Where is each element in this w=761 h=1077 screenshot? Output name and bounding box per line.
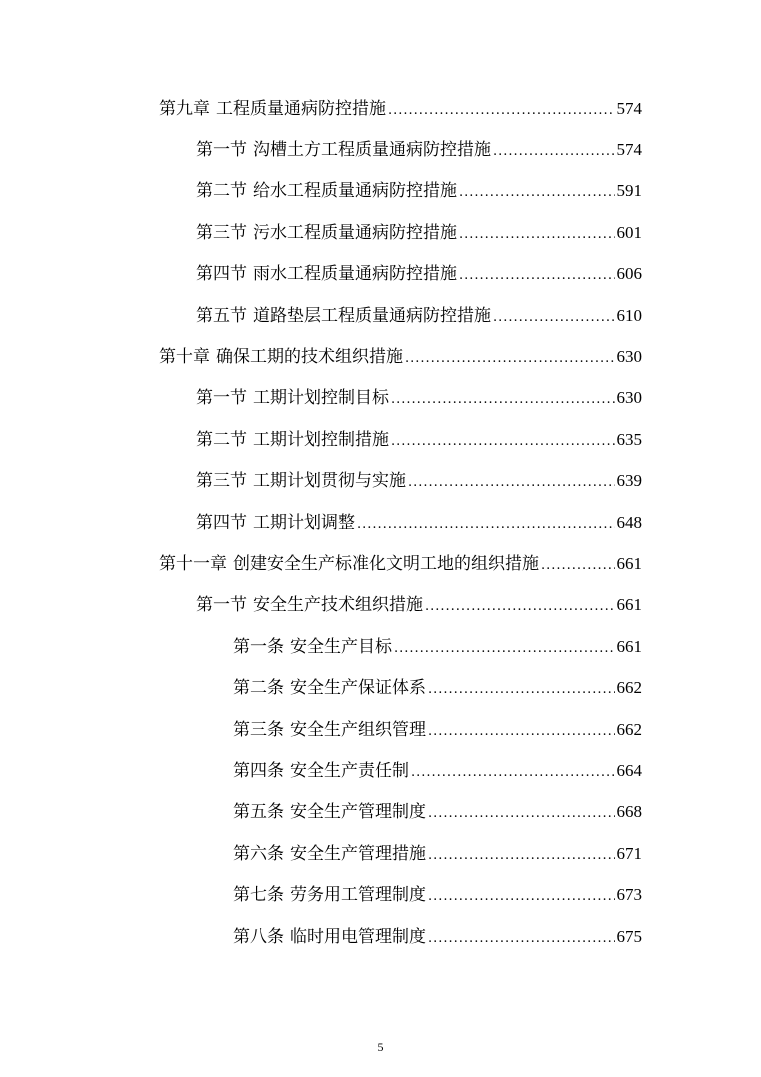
toc-entry-page: 601 [616, 222, 642, 242]
toc-entry [233, 678, 761, 700]
toc-entry-number: 第七条 [233, 885, 284, 906]
toc-entry [196, 595, 761, 617]
toc-entry [196, 513, 761, 535]
toc-entry-title: 工期计划控制措施 [253, 429, 389, 450]
toc-entry-title: 劳务用工管理制度 [290, 885, 426, 906]
toc-leader-dots [428, 929, 615, 949]
toc-entry-title: 安全生产技术组织措施 [253, 595, 423, 616]
toc-entry-number: 第一节 [196, 140, 247, 161]
toc-row[interactable] [0, 627, 761, 668]
toc-entry-title: 工程质量通病防控措施 [216, 98, 386, 119]
toc-entry-number: 第四节 [196, 264, 247, 285]
toc-entry-page: 671 [616, 843, 642, 863]
toc-entry-number: 第四条 [233, 760, 284, 781]
toc-entry-page: 630 [616, 388, 642, 408]
toc-row[interactable] [0, 586, 761, 627]
toc-entry-page: 661 [616, 636, 642, 656]
toc-entry [233, 761, 761, 783]
toc-leader-dots [391, 390, 615, 410]
toc-entry-title: 安全生产组织管理 [290, 719, 426, 740]
toc-leader-dots [428, 680, 615, 700]
toc-entry [196, 388, 761, 410]
toc-entry-page: 635 [616, 429, 642, 449]
toc-entry-page: 574 [616, 140, 642, 160]
toc-entry-title: 安全生产责任制 [290, 760, 409, 781]
toc-leader-dots [541, 556, 615, 576]
toc-leader-dots [425, 597, 615, 617]
toc-entry-title: 确保工期的技术组织措施 [216, 347, 403, 368]
toc-entry [196, 181, 761, 203]
toc-entry-title: 临时用电管理制度 [290, 926, 426, 947]
toc-leader-dots [411, 763, 615, 783]
toc-entry [233, 844, 761, 866]
toc-entry-title: 道路垫层工程质量通病防控措施 [253, 305, 491, 326]
toc-row[interactable] [0, 503, 761, 544]
toc-entry-title: 工期计划贯彻与实施 [253, 471, 406, 492]
toc-entry [159, 347, 761, 369]
toc-entry-title: 污水工程质量通病防控措施 [253, 222, 457, 243]
toc-entry [196, 264, 761, 286]
toc-entry-number: 第六条 [233, 843, 284, 864]
toc-leader-dots [459, 266, 615, 286]
toc-entry-number: 第五节 [196, 305, 247, 326]
toc-entry-title: 雨水工程质量通病防控措施 [253, 264, 457, 285]
toc-row[interactable] [0, 130, 761, 171]
toc-entry-title: 安全生产管理措施 [290, 843, 426, 864]
toc-entry-number: 第十一章 [159, 553, 227, 574]
toc-row[interactable] [0, 89, 761, 130]
toc-row[interactable] [0, 710, 761, 751]
table-of-contents [0, 89, 761, 958]
toc-entry-number: 第一节 [196, 595, 247, 616]
toc-leader-dots [428, 846, 615, 866]
toc-entry-title: 安全生产管理制度 [290, 802, 426, 823]
toc-entry-title: 安全生产保证体系 [290, 678, 426, 699]
toc-entry-page: 606 [616, 264, 642, 284]
toc-leader-dots [408, 473, 615, 493]
toc-entry [196, 140, 761, 162]
toc-row[interactable] [0, 379, 761, 420]
toc-entry-page: 661 [616, 553, 642, 573]
toc-entry-page: 662 [616, 719, 642, 739]
toc-entry [196, 471, 761, 493]
toc-entry [196, 306, 761, 328]
toc-entry-number: 第九章 [159, 98, 210, 119]
toc-entry-number: 第四节 [196, 512, 247, 533]
toc-row[interactable] [0, 255, 761, 296]
toc-entry-page: 661 [616, 595, 642, 615]
toc-entry [233, 637, 761, 659]
toc-row[interactable] [0, 917, 761, 958]
toc-leader-dots [388, 101, 615, 121]
toc-entry-number: 第十章 [159, 347, 210, 368]
toc-entry-page: 639 [616, 471, 642, 491]
toc-entry-page: 610 [616, 305, 642, 325]
toc-entry-number: 第八条 [233, 926, 284, 947]
toc-entry [159, 99, 761, 121]
toc-entry [233, 802, 761, 824]
toc-entry [233, 720, 761, 742]
toc-leader-dots [405, 349, 615, 369]
toc-row[interactable] [0, 337, 761, 378]
toc-row[interactable] [0, 834, 761, 875]
toc-leader-dots [357, 515, 615, 535]
toc-row[interactable] [0, 296, 761, 337]
toc-row[interactable] [0, 172, 761, 213]
toc-entry-title: 工期计划调整 [253, 512, 355, 533]
toc-entry-title: 沟槽土方工程质量通病防控措施 [253, 140, 491, 161]
toc-entry-number: 第三节 [196, 222, 247, 243]
toc-row[interactable] [0, 668, 761, 709]
toc-row[interactable] [0, 875, 761, 916]
toc-entry-page: 668 [616, 802, 642, 822]
toc-entry-title: 创建安全生产标准化文明工地的组织措施 [233, 553, 539, 574]
page-number: 5 [377, 1040, 384, 1054]
toc-entry-number: 第三节 [196, 471, 247, 492]
toc-entry-page: 664 [616, 760, 642, 780]
toc-entry-title: 工期计划控制目标 [253, 388, 389, 409]
toc-row[interactable] [0, 213, 761, 254]
toc-entry-page: 574 [616, 98, 642, 118]
toc-entry-page: 662 [616, 678, 642, 698]
toc-row[interactable] [0, 793, 761, 834]
toc-entry-number: 第二节 [196, 429, 247, 450]
toc-entry [233, 927, 761, 949]
toc-leader-dots [428, 887, 615, 907]
toc-entry-number: 第一节 [196, 388, 247, 409]
toc-leader-dots [428, 804, 615, 824]
toc-entry-number: 第二节 [196, 181, 247, 202]
toc-entry [159, 554, 761, 576]
toc-entry-number: 第五条 [233, 802, 284, 823]
toc-entry-title: 安全生产目标 [290, 636, 392, 657]
toc-row[interactable] [0, 544, 761, 585]
toc-leader-dots [459, 225, 615, 245]
toc-row[interactable] [0, 462, 761, 503]
toc-leader-dots [459, 183, 615, 203]
toc-leader-dots [493, 308, 615, 328]
toc-entry [233, 885, 761, 907]
toc-entry-number: 第二条 [233, 678, 284, 699]
toc-entry-page: 648 [616, 512, 642, 532]
toc-leader-dots [493, 142, 615, 162]
toc-leader-dots [428, 722, 615, 742]
toc-entry [196, 223, 761, 245]
toc-leader-dots [391, 432, 615, 452]
toc-row[interactable] [0, 420, 761, 461]
toc-entry-page: 630 [616, 347, 642, 367]
toc-entry [196, 430, 761, 452]
page-footer [0, 1040, 761, 1055]
toc-entry-number: 第三条 [233, 719, 284, 740]
toc-leader-dots [394, 639, 615, 659]
toc-row[interactable] [0, 751, 761, 792]
toc-entry-page: 673 [616, 885, 642, 905]
toc-entry-page: 675 [616, 926, 642, 946]
toc-entry-title: 给水工程质量通病防控措施 [253, 181, 457, 202]
toc-entry-number: 第一条 [233, 636, 284, 657]
toc-entry-page: 591 [616, 181, 642, 201]
